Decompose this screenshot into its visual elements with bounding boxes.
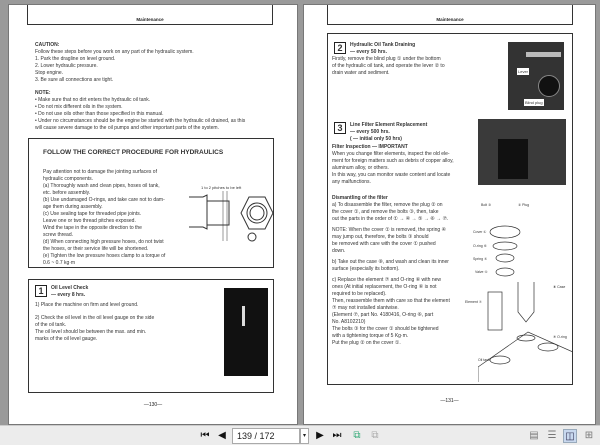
pdf-toolbar [0,425,600,445]
inspection-title: Filter Inspection — IMPORTANT [332,144,408,150]
page-header [27,5,273,25]
right-page [303,4,596,425]
diagram-label: Valve ⑤ [475,270,488,274]
header-text: Maintenance [136,17,164,22]
maintenance-box [327,33,573,385]
note-title: NOTE: [35,90,51,96]
page-header [327,5,573,25]
diagram-label: Bolt ③ [481,203,492,207]
diagram-label: Element ⑦ [465,300,482,304]
lever-label: Lever [518,69,529,74]
go-back-icon[interactable]: ⧉ [353,430,361,441]
hydraulics-procedure-box [28,138,274,268]
header-text: Maintenance [436,17,464,22]
drain-photo [508,42,564,110]
previous-page-icon[interactable]: ◀ [218,430,226,441]
two-page-continuous-icon[interactable]: ⊞ [584,430,594,441]
diagram-label: Oil tank [478,358,490,362]
diagram-label: Spring ④ [473,257,488,261]
continuous-icon[interactable]: ☰ [547,430,557,441]
page-number: —130— [143,402,163,408]
oil-gauge-photo [224,288,268,376]
oil-level-check-box [28,279,274,393]
procedure-lines: Pay attention not to damage the jointing surfaces of hydraulic components. (a) Thoroughly wash and clean pipes, hoses oil tank, etc. before assembly. (b) Use undamaged O-rings, and take care not to dam- age them during assembly. (c) Use sealing tape for threaded pipe joints. Leave one or two thread pitches exposed. Wind the tape in the opposite direction to the screw thread. (d) When connecting high pressure hoses, do not twist the hoses, or their service life will be shortened. (e) Tighten the low pressure hoses clamp to a torque of 0.6 ~ 0.7 kg·m [43,169,166,266]
diagram-label: ② Plug [518,203,530,207]
note-lines: • Make sure that no dirt enters the hydraulic oil tank. • Do not mix different oils in the system. • Do not use oils other than those specified in this manual. • Under no circumstances should be the engine be started with the hydraulic oil drained, as this will cause severe damage to the oil pumps and other important parts of the system. [35,97,246,131]
go-forward-icon[interactable]: ⧉ [371,430,379,441]
drain-heading: 2 Hydraulic Oil Tank Draining — every 50 hrs. [334,42,415,56]
filter-heading: 3 Line Filter Element Replacement — every 500 hrs. ( — initial only 50 hrs) [334,122,427,143]
two-page-icon[interactable]: ◫ [563,429,577,443]
drain-text: Firstly, remove the blind plug ① under the bottom of the hydraulic oil tank, and operate the lever ② to drain water and sediment. [332,56,445,76]
diagram-label: Cover ① [473,230,487,234]
inspection-text: When you change filter elements, inspect the old ele- ment for foreign matters such as debris of copper alloy, aluminum alloy, or others. In this way, you can monitor waste content and locate any malfunctions. [332,151,454,185]
page-dropdown-chevron-icon[interactable]: ▾ [300,428,309,444]
next-page-icon[interactable]: ▶ [316,430,324,441]
pipe-fitting-diagram [189,191,274,246]
diagram-label: ⑧ Case [553,285,566,289]
diagram-label: ⑨ O-ring [553,335,567,339]
last-page-icon[interactable]: ⏭ [332,430,342,441]
single-page-icon[interactable]: ▤ [529,430,539,441]
left-page [8,4,298,425]
filter-exploded-diagram [478,202,573,382]
dismantle-steps: a) To disassemble the filter, remove the plug ② on the cover ①, and remove the bolts ③, then, take out the parts in the order of ① → ④ → ⑤ → ⑥ → ⑦. NOTE: When the cover ① is removed, the spring ④ may jump out, therefore, the bolts ③ should be removed with care with the cover ① pushed down. b) Take out the case ⑧, and wash and clean its inner surface (especially its bottom). c) Replace the element ⑦ and O-ring ⑥ with new ones (At initial replacement, the O-ring ⑥ is not required to be replaced). Then, reassemble them with care so that the element ⑦ may not installed slantwise. (Element ⑦, part No. 4180416, O-ring ⑥, part No. A8102210) The bolts ③ for the cover ① should be tightened with a tightening torque of 5 Kg·m. Put the plug ② on the cover ①. [332,202,450,346]
oil-check-heading: 1 Oil Level Check — every 8 hrs. [35,285,88,299]
caution-title: CAUTION: [35,42,60,48]
page-number: —131— [440,398,459,404]
caution-lines: Follow these steps before you work on any part of the hydraulic system. 1. Park the dragline on level ground. 2. Lower hydraulic pressure. Stop engine. 3. Be sure all connections are tight. [35,49,194,83]
diagram-label: O-ring ⑥ [473,244,487,248]
dismantle-title: Dismantling of the filter [332,195,388,201]
page-number-input[interactable]: 139 / 172 [232,428,300,444]
first-page-icon[interactable]: ⏮ [200,430,210,441]
diagram-label: 1 to 2 pitches to be left [201,185,242,190]
oil-check-steps: 1) Place the machine on firm and level ground. 2) Check the oil level in the oil level gauge on the side of the oil tank. The oil level should be between the max. and min. marks of the oil level gauge. [35,302,155,342]
blind-plug-label: Blind plug [525,100,543,105]
filter-photo [478,119,566,185]
procedure-title: FOLLOW THE CORRECT PROCEDURE FOR HYDRAULICS [43,149,224,156]
